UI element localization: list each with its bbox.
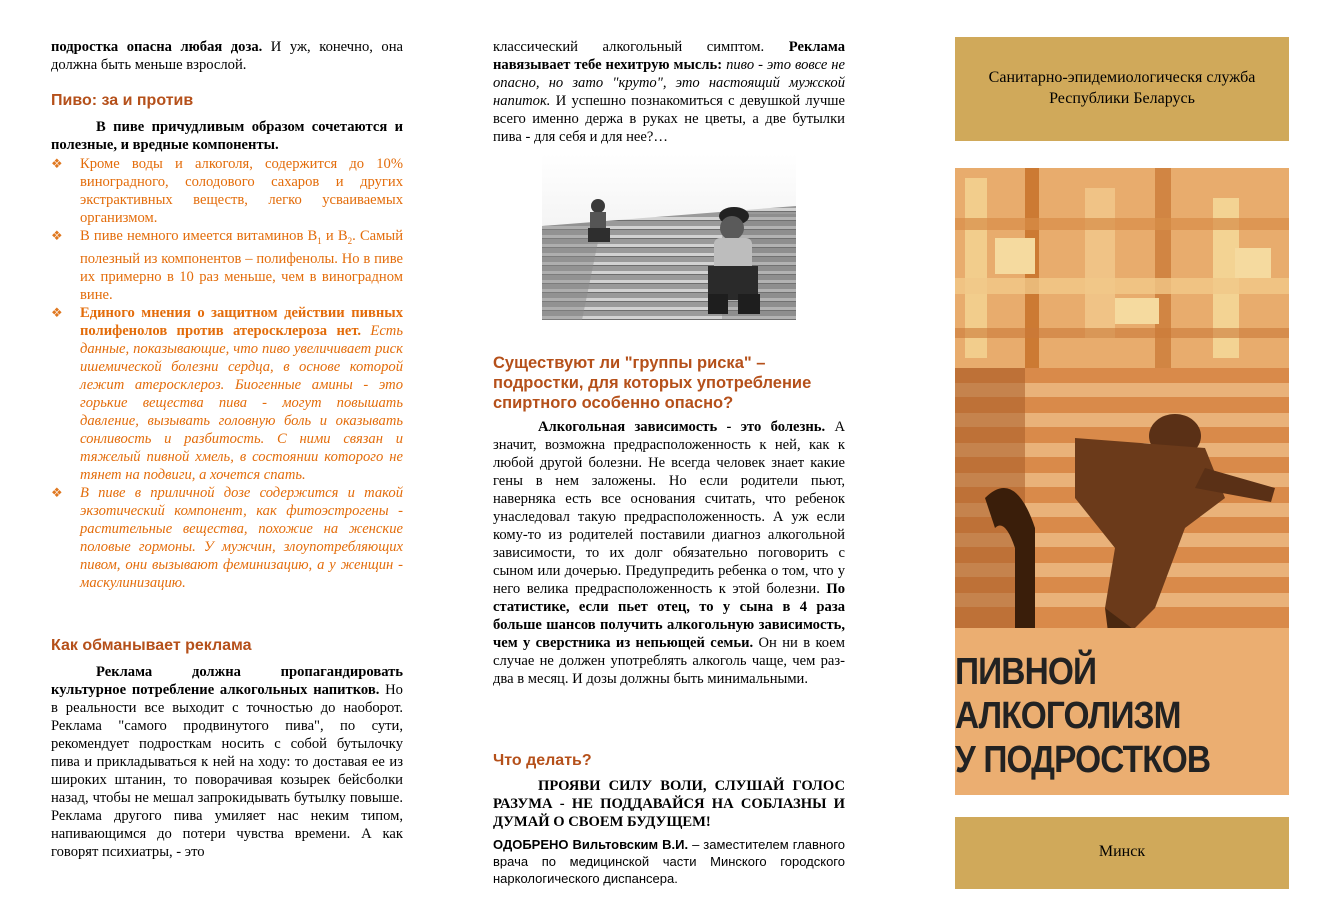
beer-heading: Пиво: за и против <box>51 92 194 109</box>
list-item: ❖ В пиве немного имеется витаминов $B_1$ и $B_2$. Самый полезный из компонентов – полифенолы. Но в пиве их примерно в 10 раз меньше, чем в виноградном вине. <box>51 228 404 303</box>
diamond-bullet-icon: ❖ <box>51 304 63 320</box>
ad-heading: Как обманывает реклама <box>51 637 252 654</box>
dependency-paragraph: Алкогольная зависимость - это болезнь. А значит, возможна предрасположенность к ней, как к любой другой болезни. Не всегда человек знает какие гены в нем заложены. Но если родители пьют, наверняка есть все основания считать, что ребенок унаследовал такую предрасположенность. А уж если кому-то из родителей поставили диагноз алкогольной зависимости, то их долг обязательно поговорить с сыном или дочерью. Предупредить ребенка о том, что у него велика предрасположенность к этой болезни. По статистике, если пьет отец, то у сына в 4 раза больше шансов получить алкогольную зависимость, чем у сверстника из непьющей семьи. Он ни в коем случае не должен употреблять алкоголь чаще, чем раз-два в месяц. И дозы должны быть минимальными. <box>493 419 845 687</box>
teenagers-on-stairs-photo <box>542 154 796 320</box>
todo-heading: Что делать? <box>493 752 592 769</box>
city-banner <box>955 817 1289 889</box>
approval-note: ОДОБРЕНО Вильтовским В.И. – заместителем главного врача по медицинской части Минского городского наркологического диспансера. <box>493 837 845 886</box>
cover-title-line: ПИВНОЙ <box>955 651 1097 693</box>
ad-paragraph: Реклама должна пропагандировать культурное потребление алкогольных напитков. Но в реальности все выходит с точностью до наоборот. Реклама "самого продвинутого пива", по сути, рекомендует подросткам носить с собой бутылочку пива и прикладываться к ней на ходу: то доставая ее из широких штанин, то поворачивая козырек бейсболки назад, чтобы не мешал запрокидывать бутылку повыше. Реклама другого пива умиляет нас неким типом, напивающимся до потери чувства времени. А как говорят психиатры, - это <box>51 664 403 860</box>
cover-title-line: АЛКОГОЛИЗМ <box>955 695 1181 737</box>
diamond-bullet-icon: ❖ <box>51 156 63 171</box>
beer-bullet-list <box>51 155 403 592</box>
ad-continued-paragraph: классический алкогольный симптом. Реклама навязывает тебе нехитрую мысль: пиво - это вовсе не опасно, но зато "круто", это настоящий мужской напиток. И успешно познакомиться с девушкой лучше всего именно держа в руках не цветы, а две бутылки пива - для себя и для нее?… <box>493 39 845 145</box>
diamond-bullet-icon: ❖ <box>51 484 63 500</box>
todo-paragraph: ПРОЯВИ СИЛУ ВОЛИ, СЛУШАЙ ГОЛОС РАЗУМА - НЕ ПОДДАВАЙСЯ НА СОБЛАЗНЫ И ДУМАЙ О СВОЕМ БУДУЩЕМ! <box>493 778 845 830</box>
cover-title-line: У ПОДРОСТКОВ <box>955 739 1211 781</box>
list-item: ❖ Единого мнения о защитном действии пивных полифенолов против атеросклероза нет. Есть данные, показывающие, что пиво увеличивает риск ишемической болезни сердца, в основе которой лежит атеросклероз. Биогенные амины - это горькие вещества пива - могут повышать давление, вызывать головную боль и оказывать сонливость и разбитость. С ними связан и тяжелый пивной хмель, в состоянии которого не тянет на подвиги, а хочется спать. <box>51 304 403 483</box>
city-name: Минск <box>1098 843 1146 860</box>
diamond-bullet-icon: ❖ <box>51 228 63 243</box>
cover-title <box>955 650 1289 782</box>
beer-lead: В пиве причудливым образом сочетаются и полезные, и вредные компоненты. <box>51 119 403 153</box>
org-banner <box>955 37 1289 141</box>
risk-heading: Существуют ли "группы риска" – подростки, для которых употребление спиртного особенно опасно? <box>493 354 812 412</box>
intro-paragraph: подростка опасна любая доза. И уж, конечно, она должна быть меньше взрослой. <box>51 39 403 73</box>
list-item: ❖ В пиве в приличной дозе содержится и такой экзотический компонент, как фитоэстрогены - растительные вещества, похожие на женские половые гормоны. У мужчин, злоупотребляющих пивом, они вызывают феминизацию, а у женщин - маскулинизацию. <box>51 484 403 591</box>
org-name: Санитарно-эпидемиологическя служба Республики Беларусь <box>988 69 1256 107</box>
list-item: ❖ Кроме воды и алкоголя, содержится до 10% виноградного, солодового сахаров и других экстрактивных веществ, легко усваиваемых организмом. <box>51 156 403 226</box>
